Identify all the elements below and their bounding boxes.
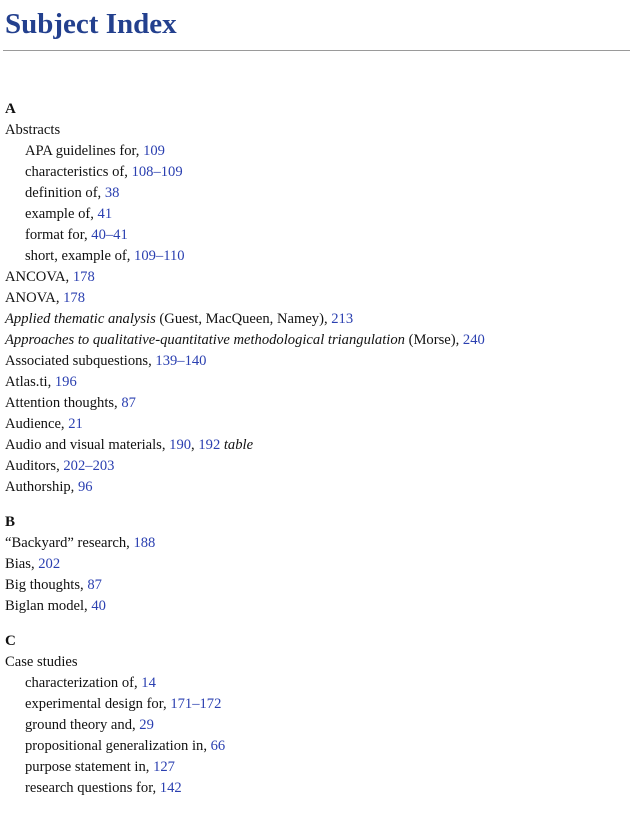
index-entry <box>5 414 633 435</box>
page-link[interactable]: 21 <box>68 416 83 432</box>
entry-label: Authorship, <box>5 479 78 495</box>
page-link[interactable]: 202–203 <box>63 458 115 474</box>
page-link[interactable]: 190 <box>169 437 192 453</box>
index-subentry <box>5 736 633 757</box>
index-subentry <box>5 183 633 204</box>
entry-label: characteristics of, <box>25 164 132 180</box>
entry-label: Audio and visual materials, <box>5 437 170 453</box>
index-subentry <box>5 246 633 267</box>
page-link[interactable]: 202 <box>38 556 61 572</box>
index-entry <box>5 652 633 673</box>
entry-label: definition of, <box>25 185 105 201</box>
index-entry <box>5 267 633 288</box>
page-link[interactable]: 171–172 <box>170 696 222 712</box>
entry-label: Auditors, <box>5 458 64 474</box>
index-subentry <box>5 757 633 778</box>
page-link[interactable]: 213 <box>331 311 354 327</box>
page-link[interactable]: 178 <box>72 269 95 285</box>
index-entry <box>5 575 633 596</box>
index-entry <box>5 596 633 617</box>
section-c <box>5 631 633 799</box>
page-separator: , <box>191 437 199 453</box>
index-subentry <box>5 694 633 715</box>
page-link[interactable]: 108–109 <box>131 164 183 180</box>
entry-title-italic: Applied thematic analysis <box>5 311 156 327</box>
entry-label: Associated subquestions, <box>5 353 156 369</box>
section-letter: B <box>5 514 16 530</box>
entry-label: Audience, <box>5 416 69 432</box>
entry-label: short, example of, <box>25 248 135 264</box>
entry-label: Big thoughts, <box>5 577 88 593</box>
entry-label: Case studies <box>5 654 78 670</box>
index-subentry <box>5 673 633 694</box>
entry-label: research questions for, <box>25 780 160 796</box>
index-entry <box>5 372 633 393</box>
index-entry <box>5 477 633 498</box>
entry-label: ANOVA, <box>5 290 64 306</box>
page-link[interactable]: 178 <box>63 290 86 306</box>
page-link[interactable]: 66 <box>210 738 226 754</box>
index-subentry <box>5 225 633 246</box>
page-link[interactable]: 142 <box>159 780 182 796</box>
section-a <box>5 99 633 498</box>
entry-label: Bias, <box>5 556 39 572</box>
entry-label: Abstracts <box>5 122 61 138</box>
index-subentry <box>5 162 633 183</box>
page-link[interactable]: 196 <box>54 374 77 390</box>
index-entry <box>5 120 633 141</box>
page-link[interactable]: 40–41 <box>91 227 128 243</box>
section-letter: A <box>5 101 16 117</box>
entry-label: propositional generalization in, <box>25 738 211 754</box>
page-title: Subject Index <box>5 8 177 40</box>
entry-label: example of, <box>25 206 98 222</box>
page-link[interactable]: 188 <box>133 535 156 551</box>
page-link[interactable]: 240 <box>462 332 485 348</box>
entry-label: (Morse), <box>404 332 463 348</box>
entry-label: purpose statement in, <box>25 759 154 775</box>
page-link[interactable]: 139–140 <box>155 353 207 369</box>
entry-label: experimental design for, <box>25 696 171 712</box>
page-link[interactable]: 192 <box>198 437 221 453</box>
page-link[interactable]: 29 <box>139 717 154 733</box>
page-link[interactable]: 41 <box>97 206 113 222</box>
page-link[interactable]: 40 <box>91 598 106 614</box>
entry-label: (Guest, MacQueen, Namey), <box>155 311 332 327</box>
index-entry <box>5 435 633 456</box>
section-letter: C <box>5 633 16 649</box>
page-link[interactable]: 109–110 <box>134 248 185 264</box>
index-entry <box>5 533 633 554</box>
entry-label: Attention thoughts, <box>5 395 122 411</box>
entry-label: Atlas.ti, <box>5 374 55 390</box>
page-link[interactable]: 87 <box>87 577 102 593</box>
index-entry <box>5 288 633 309</box>
entry-label: ANCOVA, <box>5 269 73 285</box>
index-subentry <box>5 141 633 162</box>
page-link[interactable]: 14 <box>141 675 156 691</box>
index-entry <box>5 393 633 414</box>
page-link[interactable]: 109 <box>143 143 165 159</box>
index-subentry <box>5 778 633 799</box>
index-entry <box>5 309 633 330</box>
page-link[interactable]: 96 <box>77 479 93 495</box>
entry-label: Biglan model, <box>5 598 92 614</box>
page-link[interactable]: 87 <box>121 395 136 411</box>
entry-label: APA guidelines for, <box>25 143 144 159</box>
index-entry <box>5 330 633 351</box>
page-link[interactable]: 127 <box>153 759 175 775</box>
index-subentry <box>5 204 633 225</box>
entry-label: ground theory and, <box>25 717 140 733</box>
page-link[interactable]: 38 <box>104 185 120 201</box>
index-subentry <box>5 715 633 736</box>
index-entry <box>5 554 633 575</box>
index-page <box>5 0 633 799</box>
section-b <box>5 512 633 617</box>
entry-label: characterization of, <box>25 675 142 691</box>
index-entry <box>5 351 633 372</box>
entry-label: “Backyard” research, <box>5 535 134 551</box>
entry-tail-italic: table <box>220 437 254 453</box>
index-entry <box>5 456 633 477</box>
entry-label: format for, <box>25 227 92 243</box>
entry-title-italic: Approaches to qualitative-quantitative methodological triangulation <box>5 332 405 348</box>
